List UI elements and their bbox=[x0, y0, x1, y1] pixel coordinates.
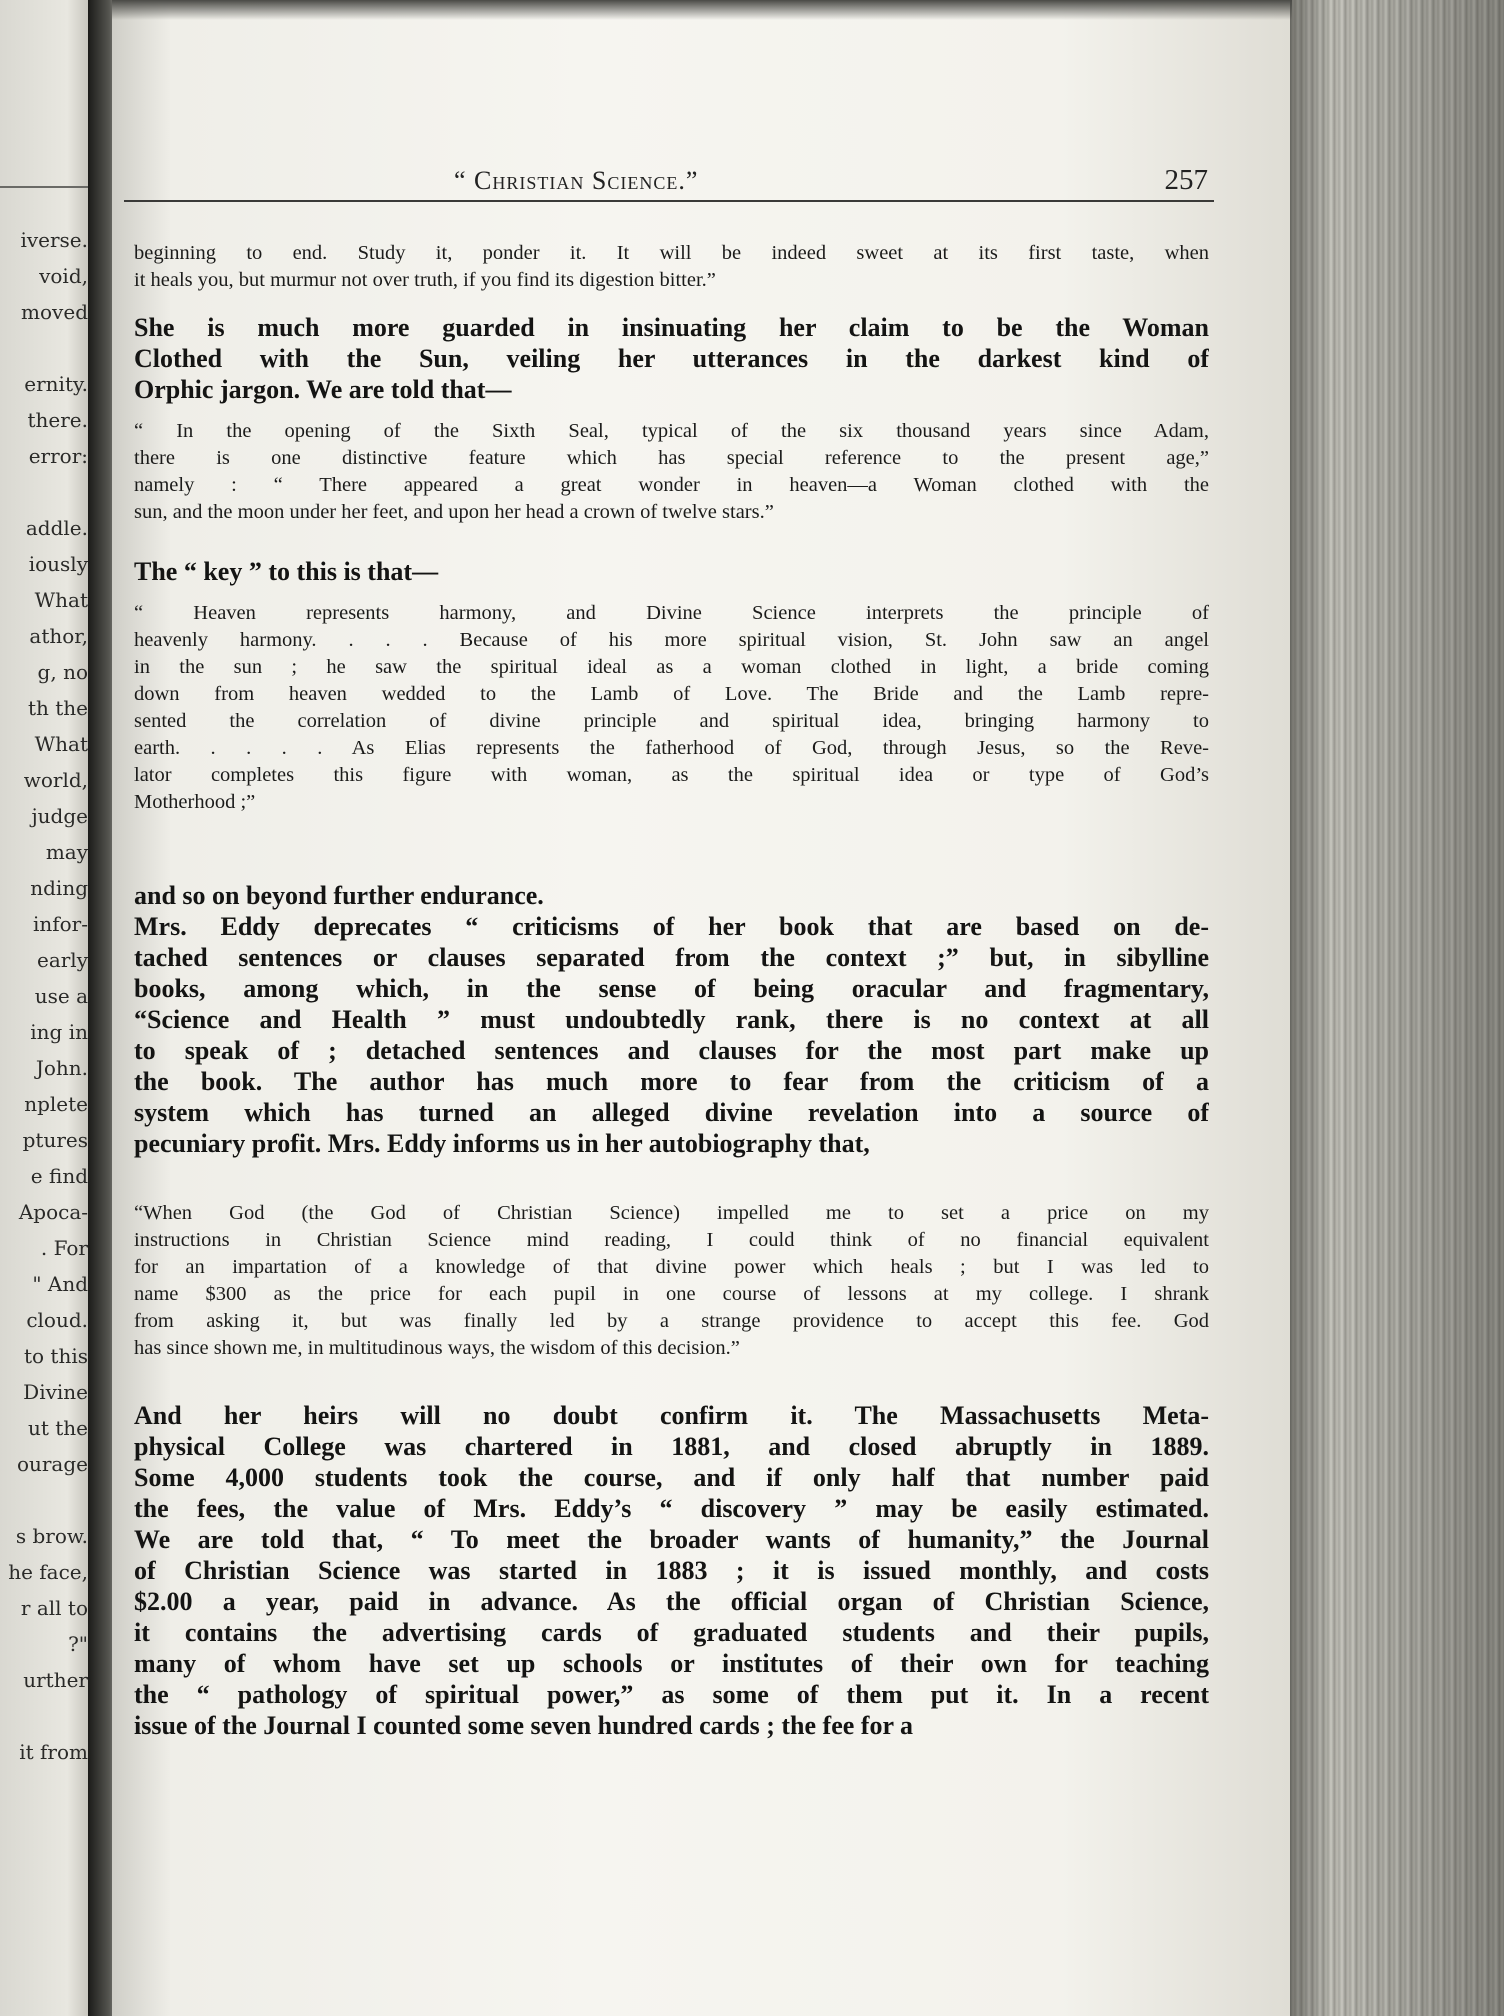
left-page-fragment: nding bbox=[30, 876, 88, 900]
text-line: sented the correlation of divine principle and spiritual idea, bringing harmony to bbox=[134, 710, 1209, 732]
left-page-fragment: ernity. bbox=[24, 372, 88, 396]
left-page-fragment: urther bbox=[23, 1668, 88, 1692]
text-line: namely : “ There appeared a great wonder in heaven—a Woman clothed with the bbox=[134, 474, 1209, 496]
text-line: books, among which, in the sense of being oracular and fragmentary, bbox=[134, 974, 1209, 1003]
left-page-fragment bbox=[0, 330, 88, 366]
left-page-fragment: world, bbox=[23, 768, 88, 792]
text-line: physical College was chartered in 1881, and closed abruptly in 1889. bbox=[134, 1432, 1209, 1461]
quoted-passage bbox=[134, 418, 1209, 526]
left-page-fragment: What bbox=[34, 588, 88, 612]
header-rule bbox=[124, 200, 1214, 202]
text-line: earth. . . . . As Elias represents the fatherhood of God, through Jesus, so the Reve- bbox=[134, 737, 1209, 759]
text-line: of Christian Science was started in 1883 ; it is issued monthly, and costs bbox=[134, 1556, 1209, 1585]
left-page-fragment: . For bbox=[40, 1236, 88, 1260]
left-page-fragment: Apoca- bbox=[18, 1200, 88, 1224]
text-line: She is much more guarded in insinuating her claim to be the Woman bbox=[134, 313, 1209, 342]
left-page-fragment: What bbox=[34, 732, 88, 756]
text-line: “When God (the God of Christian Science) impelled me to set a price on my bbox=[134, 1202, 1209, 1224]
page-edges-stack bbox=[1290, 0, 1504, 2016]
left-page-text-fragments bbox=[0, 222, 88, 1770]
left-page-fragment: " And bbox=[32, 1272, 88, 1296]
left-page-fragment: moved bbox=[21, 300, 88, 324]
left-page-fragment: to this bbox=[23, 1344, 88, 1368]
text-line: name $300 as the price for each pupil in one course of lessons at my college. I shrank bbox=[134, 1283, 1209, 1305]
text-line: the “ pathology of spiritual power,” as some of them put it. In a recent bbox=[134, 1680, 1209, 1709]
left-page-fragment: ut the bbox=[27, 1416, 88, 1440]
body-paragraph bbox=[134, 1400, 1209, 1741]
quoted-passage bbox=[134, 1200, 1209, 1362]
quoted-passage bbox=[134, 240, 1209, 294]
left-page-fragment: athor, bbox=[29, 624, 88, 648]
text-line: Some 4,000 students took the course, and if only half that number paid bbox=[134, 1463, 1209, 1492]
text-line: heavenly harmony. . . . Because of his more spiritual vision, St. John saw an angel bbox=[134, 629, 1209, 651]
text-line: for an impartation of a knowledge of that divine power which heals ; but I was led to bbox=[134, 1256, 1209, 1278]
body-paragraph bbox=[134, 556, 1209, 587]
body-paragraph bbox=[134, 880, 1209, 1159]
book-page bbox=[112, 0, 1298, 2016]
left-page-fragment: ptures bbox=[22, 1128, 88, 1152]
text-line: to speak of ; detached sentences and clauses for the most part make up bbox=[134, 1036, 1209, 1065]
text-line: the fees, the value of Mrs. Eddy’s “ discovery ” may be easily estimated. bbox=[134, 1494, 1209, 1523]
left-page-fragment: use a bbox=[34, 984, 88, 1008]
text-line: instructions in Christian Science mind reading, I could think of no financial equivalent bbox=[134, 1229, 1209, 1251]
left-page-fragment bbox=[0, 1698, 88, 1734]
text-line: it contains the advertising cards of graduated students and their pupils, bbox=[134, 1618, 1209, 1647]
left-page-fragment: nplete bbox=[24, 1092, 88, 1116]
left-page-fragment: th the bbox=[27, 696, 88, 720]
text-line: Motherhood ;” bbox=[134, 791, 256, 813]
text-line: beginning to end. Study it, ponder it. It will be indeed sweet at its first taste, when bbox=[134, 242, 1209, 264]
left-page-fragment: iously bbox=[28, 552, 88, 576]
text-line: “ In the opening of the Sixth Seal, typical of the six thousand years since Adam, bbox=[134, 420, 1209, 442]
left-page-fragment: r all to bbox=[20, 1596, 88, 1620]
left-page-fragment bbox=[0, 474, 88, 510]
left-page-fragment: there. bbox=[27, 408, 88, 432]
text-line: in the sun ; he saw the spiritual ideal as a woman clothed in light, a bride coming bbox=[134, 656, 1209, 678]
left-facing-page bbox=[0, 0, 96, 2016]
text-line: the book. The author has much more to fear from the criticism of a bbox=[134, 1067, 1209, 1096]
text-line: pecuniary profit. Mrs. Eddy informs us in her autobiography that, bbox=[134, 1129, 870, 1158]
left-page-fragment: early bbox=[36, 948, 88, 972]
left-page-fragment: g, no bbox=[37, 660, 88, 684]
left-page-fragment: addle. bbox=[25, 516, 88, 540]
text-line: “ Heaven represents harmony, and Divine Science interprets the principle of bbox=[134, 602, 1209, 624]
text-line: Orphic jargon. We are told that— bbox=[134, 375, 512, 404]
left-page-fragment: he face, bbox=[8, 1560, 88, 1584]
left-page-fragment: judge bbox=[31, 804, 88, 828]
running-title: “ Christian Science.” bbox=[454, 166, 699, 195]
left-page-fragment: iverse. bbox=[20, 228, 88, 252]
text-line: there is one distinctive feature which has special reference to the present age,” bbox=[134, 447, 1209, 469]
left-page-fragment: ing in bbox=[30, 1020, 88, 1044]
left-page-fragment: infor- bbox=[32, 912, 88, 936]
left-page-head-rule bbox=[0, 186, 96, 188]
text-line: many of whom have set up schools or institutes of their own for teaching bbox=[134, 1649, 1209, 1678]
body-paragraph bbox=[134, 312, 1209, 405]
left-page-fragment: John. bbox=[35, 1056, 88, 1080]
text-line: system which has turned an alleged divine revelation into a source of bbox=[134, 1098, 1209, 1127]
text-line: And her heirs will no doubt confirm it. The Massachusetts Meta- bbox=[134, 1401, 1209, 1430]
text-line: $2.00 a year, paid in advance. As the official organ of Christian Science, bbox=[134, 1587, 1209, 1616]
text-line: lator completes this figure with woman, as the spiritual idea or type of God’s bbox=[134, 764, 1209, 786]
left-page-fragment: e find bbox=[30, 1164, 88, 1188]
page-number: 257 bbox=[1164, 164, 1208, 196]
left-page-fragment: error: bbox=[28, 444, 88, 468]
left-page-fragment: it from bbox=[19, 1740, 88, 1764]
text-line: The “ key ” to this is that— bbox=[134, 557, 439, 586]
text-line: “Science and Health ” must undoubtedly rank, there is no context at all bbox=[134, 1005, 1209, 1034]
top-shadow bbox=[112, 0, 1292, 20]
text-line: Clothed with the Sun, veiling her utterances in the darkest kind of bbox=[134, 344, 1209, 373]
text-line: has since shown me, in multitudinous ways, the wisdom of this decision.” bbox=[134, 1337, 740, 1359]
text-line: issue of the Journal I counted some seven hundred cards ; the fee for a bbox=[134, 1711, 914, 1740]
text-line: sun, and the moon under her feet, and upon her head a crown of twelve stars.” bbox=[134, 501, 774, 523]
text-line: tached sentences or clauses separated from the context ;” but, in sibylline bbox=[134, 943, 1209, 972]
left-page-fragment: cloud. bbox=[26, 1308, 88, 1332]
left-page-fragment: may bbox=[45, 840, 88, 864]
left-page-fragment: s brow. bbox=[15, 1524, 88, 1548]
left-page-fragment bbox=[0, 1482, 88, 1518]
left-page-fragment: void, bbox=[39, 264, 88, 288]
left-page-fragment: Divine bbox=[23, 1380, 88, 1404]
text-line: it heals you, but murmur not over truth, if you find its digestion bitter.” bbox=[134, 269, 716, 291]
text-line: from asking it, but was finally led by a strange providence to accept this fee. God bbox=[134, 1310, 1209, 1332]
left-page-fragment: ourage bbox=[16, 1452, 88, 1476]
text-line: down from heaven wedded to the Lamb of Love. The Bride and the Lamb repre- bbox=[134, 683, 1209, 705]
text-line: and so on beyond further endurance. bbox=[134, 881, 544, 910]
text-line: We are told that, “ To meet the broader wants of humanity,” the Journal bbox=[134, 1525, 1209, 1554]
quoted-passage bbox=[134, 600, 1209, 816]
left-page-fragment: ?" bbox=[68, 1632, 88, 1656]
text-line: Mrs. Eddy deprecates “ criticisms of her book that are based on de- bbox=[134, 912, 1209, 941]
